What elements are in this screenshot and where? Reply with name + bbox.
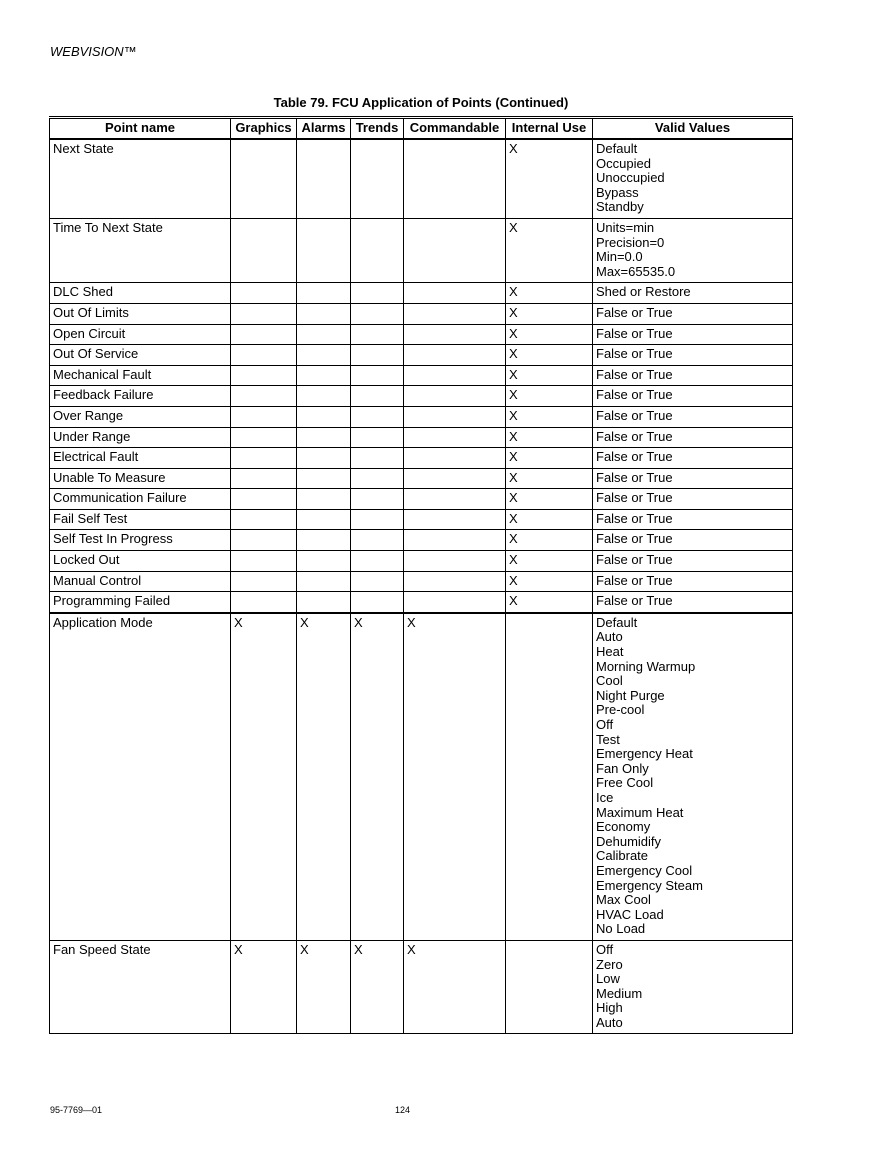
cell-alarms: X (297, 940, 351, 1034)
valid-value: Free Cool (596, 775, 654, 791)
table-row (50, 218, 793, 282)
cell-valid-values (593, 509, 793, 530)
table-row (50, 940, 793, 1034)
valid-value: Max=65535.0 (596, 263, 676, 279)
cell-commandable (404, 406, 506, 427)
cell-point-name: Unable To Measure (50, 468, 231, 489)
table-row (50, 592, 793, 613)
valid-value: False or True (596, 490, 673, 506)
cell-internal-use: X (506, 345, 593, 366)
cell-alarms (297, 592, 351, 613)
valid-value: Ice (596, 789, 614, 805)
cell-valid-values (593, 468, 793, 489)
cell-alarms (297, 139, 351, 218)
cell-point-name: Programming Failed (50, 592, 231, 613)
cell-trends (351, 448, 404, 469)
valid-value: Off (596, 717, 614, 732)
valid-value: HVAC Load (596, 906, 664, 922)
cell-point-name: Out Of Service (50, 345, 231, 366)
points-table (49, 116, 793, 1034)
header-brand: WEBVISION™ (50, 44, 137, 59)
cell-valid-values (593, 427, 793, 448)
cell-trends (351, 406, 404, 427)
cell-trends (351, 571, 404, 592)
cell-valid-values (593, 406, 793, 427)
cell-alarms (297, 509, 351, 530)
valid-value: Calibrate (596, 848, 649, 864)
table-row (50, 139, 793, 218)
table-row (50, 386, 793, 407)
cell-alarms (297, 406, 351, 427)
cell-internal-use: X (506, 324, 593, 345)
valid-value: False or True (596, 304, 673, 320)
cell-valid-values (593, 386, 793, 407)
valid-value: False or True (596, 366, 673, 382)
table-row (50, 427, 793, 448)
valid-value: Precision=0 (596, 234, 665, 250)
cell-commandable (404, 139, 506, 218)
cell-internal-use: X (506, 365, 593, 386)
valid-value: Min=0.0 (596, 249, 643, 265)
cell-commandable (404, 386, 506, 407)
cell-graphics (231, 571, 297, 592)
valid-value: Medium (596, 985, 643, 1001)
table-row (50, 448, 793, 469)
cell-alarms (297, 530, 351, 551)
cell-graphics (231, 551, 297, 572)
cell-valid-values (593, 324, 793, 345)
valid-value: False or True (596, 469, 673, 485)
valid-value: Standby (596, 199, 644, 215)
cell-internal-use: X (506, 139, 593, 218)
valid-value: Economy (596, 819, 651, 835)
cell-internal-use: X (506, 551, 593, 572)
valid-value: Cool (596, 673, 623, 689)
cell-point-name: Fan Speed State (50, 940, 231, 1034)
cell-point-name: Next State (50, 139, 231, 218)
valid-value: Emergency Steam (596, 877, 703, 893)
footer-page-number: 124 (395, 1105, 411, 1115)
cell-commandable (404, 303, 506, 324)
cell-internal-use: X (506, 427, 593, 448)
cell-commandable: X (404, 940, 506, 1034)
column-header-commandable: Commandable (404, 118, 506, 140)
cell-valid-values (593, 345, 793, 366)
cell-point-name: Under Range (50, 427, 231, 448)
cell-alarms (297, 345, 351, 366)
valid-value: Emergency Cool (596, 862, 693, 878)
valid-value: Bypass (596, 184, 639, 200)
column-header-valid-values: Valid Values (593, 118, 793, 140)
cell-valid-values (593, 139, 793, 218)
cell-graphics (231, 345, 297, 366)
cell-point-name: Time To Next State (50, 218, 231, 282)
table-header-row (50, 118, 793, 140)
cell-graphics (231, 427, 297, 448)
cell-valid-values (593, 613, 793, 941)
cell-alarms (297, 571, 351, 592)
column-header-internal-use: Internal Use (506, 118, 593, 140)
table-row (50, 324, 793, 345)
valid-value: Default (596, 141, 638, 156)
cell-valid-values (593, 489, 793, 510)
table-row (50, 283, 793, 304)
valid-value: Shed or Restore (596, 284, 691, 300)
table-row (50, 509, 793, 530)
cell-point-name: Mechanical Fault (50, 365, 231, 386)
valid-value: Night Purge (596, 687, 665, 703)
cell-valid-values (593, 940, 793, 1034)
cell-commandable (404, 592, 506, 613)
cell-commandable (404, 427, 506, 448)
cell-alarms (297, 303, 351, 324)
valid-value: Low (596, 971, 620, 987)
cell-trends (351, 303, 404, 324)
cell-alarms (297, 365, 351, 386)
cell-alarms: X (297, 613, 351, 941)
cell-trends (351, 324, 404, 345)
cell-internal-use: X (506, 448, 593, 469)
cell-internal-use: X (506, 489, 593, 510)
cell-graphics (231, 509, 297, 530)
cell-alarms (297, 324, 351, 345)
cell-internal-use (506, 613, 593, 941)
cell-graphics: X (231, 940, 297, 1034)
column-header-point-name: Point name (50, 118, 231, 140)
valid-value: False or True (596, 449, 673, 465)
cell-trends (351, 345, 404, 366)
cell-commandable (404, 448, 506, 469)
cell-point-name: Fail Self Test (50, 509, 231, 530)
cell-trends: X (351, 940, 404, 1034)
cell-commandable: X (404, 613, 506, 941)
cell-point-name: Communication Failure (50, 489, 231, 510)
cell-commandable (404, 345, 506, 366)
cell-point-name: Manual Control (50, 571, 231, 592)
cell-valid-values (593, 448, 793, 469)
valid-value: Pre-cool (596, 702, 645, 718)
cell-commandable (404, 509, 506, 530)
cell-point-name: Feedback Failure (50, 386, 231, 407)
valid-value: False or True (596, 325, 673, 341)
column-header-trends: Trends (351, 118, 404, 140)
cell-internal-use (506, 940, 593, 1034)
cell-point-name: Electrical Fault (50, 448, 231, 469)
cell-trends (351, 427, 404, 448)
valid-value: Max Cool (596, 892, 651, 908)
valid-value: Fan Only (596, 760, 649, 776)
cell-trends (351, 283, 404, 304)
cell-point-name: Locked Out (50, 551, 231, 572)
cell-internal-use: X (506, 530, 593, 551)
valid-value: Morning Warmup (596, 658, 696, 674)
cell-graphics (231, 592, 297, 613)
table-row (50, 345, 793, 366)
cell-valid-values (593, 551, 793, 572)
cell-internal-use: X (506, 406, 593, 427)
valid-value: Units=min (596, 219, 655, 235)
table-row (50, 303, 793, 324)
cell-point-name: Out Of Limits (50, 303, 231, 324)
cell-point-name: DLC Shed (50, 283, 231, 304)
valid-value: False or True (596, 510, 673, 526)
cell-trends (351, 218, 404, 282)
cell-graphics (231, 218, 297, 282)
cell-commandable (404, 283, 506, 304)
cell-valid-values (593, 571, 793, 592)
cell-trends (351, 551, 404, 572)
valid-value: Zero (596, 956, 623, 972)
footer-doc-number: 95-7769—01 (50, 1105, 103, 1115)
cell-graphics (231, 386, 297, 407)
cell-alarms (297, 468, 351, 489)
cell-commandable (404, 551, 506, 572)
cell-alarms (297, 489, 351, 510)
cell-alarms (297, 551, 351, 572)
valid-value: False or True (596, 346, 673, 362)
cell-alarms (297, 427, 351, 448)
table-row (50, 468, 793, 489)
cell-internal-use: X (506, 468, 593, 489)
cell-alarms (297, 283, 351, 304)
valid-value: False or True (596, 552, 673, 568)
table-row (50, 551, 793, 572)
table-row (50, 530, 793, 551)
valid-value: False or True (596, 593, 673, 609)
valid-value: Off (596, 941, 614, 957)
cell-commandable (404, 218, 506, 282)
cell-alarms (297, 218, 351, 282)
cell-point-name: Application Mode (50, 613, 231, 941)
table-row (50, 613, 793, 941)
cell-trends (351, 530, 404, 551)
valid-value: False or True (596, 572, 673, 588)
cell-internal-use: X (506, 509, 593, 530)
valid-value: Occupied (596, 155, 651, 171)
valid-value: Auto (596, 1014, 623, 1030)
cell-trends (351, 139, 404, 218)
table-row (50, 571, 793, 592)
valid-value: Emergency Heat (596, 746, 693, 762)
cell-graphics (231, 365, 297, 386)
cell-trends (351, 509, 404, 530)
cell-alarms (297, 386, 351, 407)
column-header-alarms: Alarms (297, 118, 351, 140)
cell-trends (351, 592, 404, 613)
cell-graphics (231, 283, 297, 304)
cell-internal-use: X (506, 592, 593, 613)
cell-commandable (404, 324, 506, 345)
valid-value: No Load (596, 921, 646, 937)
cell-graphics (231, 324, 297, 345)
cell-internal-use: X (506, 571, 593, 592)
valid-value: Test (596, 731, 620, 747)
cell-trends (351, 468, 404, 489)
cell-point-name: Self Test In Progress (50, 530, 231, 551)
cell-trends: X (351, 613, 404, 941)
valid-value: False or True (596, 531, 673, 547)
valid-value: Unoccupied (596, 170, 665, 186)
valid-value: False or True (596, 407, 673, 423)
cell-internal-use: X (506, 283, 593, 304)
cell-valid-values (593, 303, 793, 324)
table-row (50, 489, 793, 510)
cell-graphics (231, 448, 297, 469)
valid-value: Auto (596, 629, 623, 645)
cell-commandable (404, 489, 506, 510)
cell-valid-values (593, 283, 793, 304)
cell-graphics (231, 406, 297, 427)
cell-commandable (404, 530, 506, 551)
cell-alarms (297, 448, 351, 469)
cell-internal-use: X (506, 303, 593, 324)
valid-value: False or True (596, 428, 673, 444)
cell-commandable (404, 365, 506, 386)
valid-value: Default (596, 614, 638, 630)
cell-valid-values (593, 592, 793, 613)
table-body (50, 139, 793, 1034)
cell-graphics (231, 530, 297, 551)
cell-internal-use: X (506, 386, 593, 407)
table-title: Table 79. FCU Application of Points (Continued) (273, 95, 569, 110)
cell-trends (351, 386, 404, 407)
cell-commandable (404, 571, 506, 592)
valid-value: Heat (596, 644, 624, 660)
cell-internal-use: X (506, 218, 593, 282)
cell-trends (351, 489, 404, 510)
column-header-graphics: Graphics (231, 118, 297, 140)
cell-trends (351, 365, 404, 386)
cell-valid-values (593, 365, 793, 386)
cell-graphics (231, 139, 297, 218)
table-row (50, 365, 793, 386)
cell-commandable (404, 468, 506, 489)
valid-value: Maximum Heat (596, 804, 684, 820)
cell-graphics (231, 489, 297, 510)
cell-point-name: Over Range (50, 406, 231, 427)
valid-value: Dehumidify (596, 833, 662, 849)
cell-valid-values (593, 530, 793, 551)
cell-point-name: Open Circuit (50, 324, 231, 345)
valid-value: High (596, 1000, 623, 1016)
valid-value: False or True (596, 387, 673, 403)
cell-graphics: X (231, 613, 297, 941)
cell-valid-values (593, 218, 793, 282)
cell-graphics (231, 303, 297, 324)
cell-graphics (231, 468, 297, 489)
table-row (50, 406, 793, 427)
